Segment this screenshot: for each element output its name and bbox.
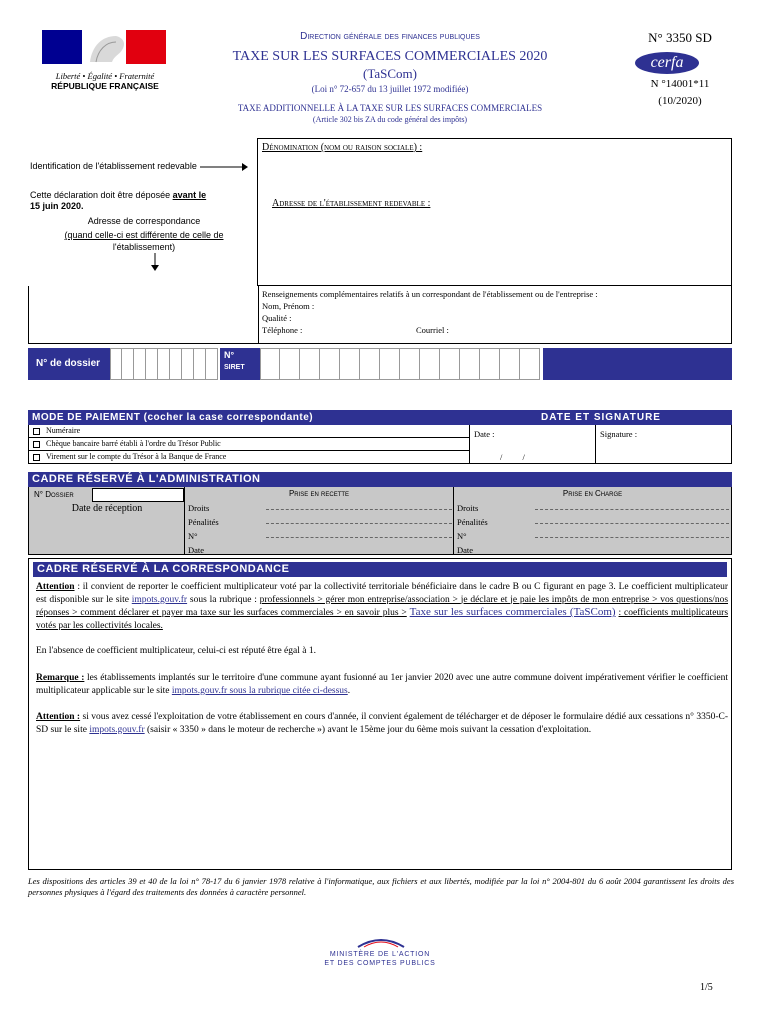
correspondence-paragraph-1: Attention : il convient de reporter le coefficient multiplicateur voté par la collectivité territoriale bénéficiaire dans le cadre B ou C figurant en page 3. Le coefficient multiplicateur est disponible sur le site impots.gouv.fr sous la rubrique : professionnels > gérer mon entreprise/association > je déclare et je paie les impôts de mon entreprise > vos questions/nos réponses > comment déclarer et payer ma taxe sur les surfaces commerciales > en savoir plus > Taxe sur les surfaces commerciales (TaSCom) : coefficients multiplicateurs votés par les collectivités locales. xyxy=(36,582,729,631)
cerfa-logo: cerfa xyxy=(635,52,699,74)
checkbox[interactable] xyxy=(33,454,40,461)
payment-options xyxy=(28,425,470,464)
marianne-icon xyxy=(40,28,170,66)
date-signature-box xyxy=(470,425,732,464)
correspondence-address-line3: l'établissement) xyxy=(112,242,176,252)
siret-label: N° SIRET xyxy=(220,348,260,380)
extra-info-divider xyxy=(258,286,259,344)
quality-label: Qualité : xyxy=(262,313,292,323)
dgfip-label: Direction générale des finances publiques xyxy=(300,31,480,42)
digit-cell[interactable] xyxy=(122,348,134,380)
arrow-right-icon xyxy=(200,162,248,172)
admin-row-label: N° xyxy=(188,531,198,541)
logo-country: RÉPUBLIQUE FRANÇAISE xyxy=(51,81,159,91)
extra-info-title: Renseignements complémentaires relatifs à un correspondant de l'établissement ou de l'entreprise : xyxy=(262,289,598,299)
admin-row-field[interactable] xyxy=(535,509,729,510)
digit-cell[interactable] xyxy=(360,348,380,380)
form-number: N° 3350 SD xyxy=(648,30,712,45)
ministry-marianne-icon xyxy=(356,935,406,949)
digit-cell[interactable] xyxy=(194,348,206,380)
admin-row-field[interactable] xyxy=(535,537,729,538)
article-reference: (Article 302 bis ZA du code général des impôts) xyxy=(312,115,468,124)
correspondence-address-line2: (quand celle-ci est différente de celle de xyxy=(64,230,224,240)
correspondence-title: CADRE RÉSERVÉ À LA CORRESPONDANCE xyxy=(33,562,727,577)
digit-cell[interactable] xyxy=(500,348,520,380)
admin-dossier-label: N° Dossier xyxy=(34,490,74,499)
checkbox[interactable] xyxy=(33,441,40,448)
admin-row xyxy=(188,513,452,527)
admin-row-label: Date xyxy=(188,545,205,555)
digit-cell[interactable] xyxy=(134,348,146,380)
cnil-notice: Les dispositions des articles 39 et 40 de la loi n° 78-17 du 6 janvier 1978 relative à l'informatique, aux fichiers et aux libertés, modifiée par la loi n° 2004-801 du 6 août 2004 garantissent les droits des personnes physiques à l'égard des traitements des données à caractère personnel. xyxy=(28,876,734,897)
admin-title: CADRE RÉSERVÉ À L'ADMINISTRATION xyxy=(28,472,732,487)
arrow-down-icon xyxy=(150,253,160,271)
admin-row-label: N° xyxy=(457,531,467,541)
republique-francaise-logo xyxy=(40,28,170,98)
admin-row xyxy=(188,499,452,513)
email-label: Courriel : xyxy=(416,325,449,335)
reception-date-label: Date de réception xyxy=(71,503,143,514)
digit-cell[interactable] xyxy=(480,348,500,380)
admin-row xyxy=(457,541,729,555)
tascom-link[interactable]: Taxe sur les surfaces commerciales (TaSCom) xyxy=(409,606,616,618)
digit-cell[interactable] xyxy=(340,348,360,380)
correspondence-paragraph-2: En l'absence de coefficient multiplicateur, celui-ci est réputé être égal à 1. xyxy=(36,646,316,656)
ministry-line1: MINISTÈRE DE L'ACTION xyxy=(329,951,431,958)
name-label: Nom, Prénom : xyxy=(262,301,315,311)
cerfa-number: N °14001*11 xyxy=(650,78,710,90)
admin-row xyxy=(457,527,729,541)
admin-row-label: Droits xyxy=(457,503,479,513)
siret-right-bar xyxy=(543,348,732,380)
digit-cell[interactable] xyxy=(300,348,320,380)
admin-row-field[interactable] xyxy=(535,523,729,524)
payment-title: MODE DE PAIEMENT (cocher la case correspondante) xyxy=(28,410,470,425)
address-label: Adresse de l'établissement redevable : xyxy=(272,198,431,209)
deadline-text: Cette déclaration doit être déposée avant le xyxy=(30,190,207,200)
digit-cell[interactable] xyxy=(260,348,280,380)
page-number: 1/5 xyxy=(700,982,713,993)
address-field[interactable] xyxy=(262,212,728,282)
correspondence-paragraph-3: Remarque : les établissements implantés sur le territoire d'une commune ayant fusionné au 1er janvier 2020 avec une autre commune doivent impérativement vérifier le coefficient multiplicateur applicable sur le site impots.gouv.fr sous la rubrique citée ci-dessus. xyxy=(36,673,728,696)
digit-cell[interactable] xyxy=(460,348,480,380)
dossier-label: N° de dossier xyxy=(28,348,110,380)
form-subtitle: TAXE ADDITIONNELLE À LA TAXE SUR LES SURFACES COMMERCIALES xyxy=(237,103,543,113)
admin-row-label: Pénalités xyxy=(188,517,219,527)
digit-cell[interactable] xyxy=(146,348,158,380)
identification-label: Identification de l'établissement redevable xyxy=(30,161,197,171)
correspondence-paragraph-4: Attention : si vous avez cessé l'exploitation de votre établissement en cours d'année, il convient également de télécharger et de déposer le formulaire dédié aux cessations n° 3350-C-SD sur le site impots.gouv.fr (saisir « 3350 » dans le moteur de recherche ») avant le 15ème jour du 6ème mois suivant la cessation d'exploitation. xyxy=(36,712,728,735)
date-field[interactable]: / / xyxy=(500,452,525,462)
admin-row-label: Droits xyxy=(188,503,210,513)
denomination-field[interactable] xyxy=(262,156,728,190)
logo-motto: Liberté • Égalité • Fraternité xyxy=(55,71,155,81)
admin-row xyxy=(188,541,452,555)
digit-cell[interactable] xyxy=(520,348,540,380)
digit-cell[interactable] xyxy=(280,348,300,380)
phone-label: Téléphone : xyxy=(262,325,303,335)
payment-option[interactable]: Chèque bancaire barré établi à l'ordre du Trésor Public xyxy=(29,438,469,451)
form-acronym: (TaSCom) xyxy=(363,66,417,81)
denomination-label: Dénomination (nom ou raison sociale) : xyxy=(262,142,423,153)
admin-row-label: Pénalités xyxy=(457,517,488,527)
admin-row-field[interactable] xyxy=(266,509,452,510)
digit-cell[interactable] xyxy=(400,348,420,380)
admin-row-field[interactable] xyxy=(266,523,452,524)
date-signature-title: DATE ET SIGNATURE xyxy=(470,410,732,425)
charge-rows xyxy=(457,499,729,555)
payment-option[interactable]: Numéraire xyxy=(29,425,469,438)
admin-row-field[interactable] xyxy=(266,537,452,538)
law-reference: (Loi n° 72-657 du 13 juillet 1972 modifiée) xyxy=(311,84,469,94)
correspondence-address-line1: Adresse de correspondance xyxy=(87,216,201,226)
recette-title: Prise en recette xyxy=(288,489,350,498)
date-label: Date : xyxy=(474,429,495,439)
admin-row xyxy=(457,513,729,527)
charge-title: Prise en Charge xyxy=(562,489,623,498)
impots-rubrique-link[interactable]: impots.gouv.fr sous la rubrique citée ci-dessus xyxy=(171,685,348,696)
impots-cessation-link[interactable]: impots.gouv.fr xyxy=(89,724,145,735)
digit-cell[interactable] xyxy=(206,348,218,380)
siret-number-cells[interactable] xyxy=(260,348,540,380)
recette-rows xyxy=(188,499,452,555)
digit-cell[interactable] xyxy=(420,348,440,380)
impots-link[interactable]: impots.gouv.fr xyxy=(131,594,188,605)
digit-cell[interactable] xyxy=(170,348,182,380)
digit-cell[interactable] xyxy=(440,348,460,380)
cerfa-date: (10/2020) xyxy=(658,95,702,107)
digit-cell[interactable] xyxy=(380,348,400,380)
digit-cell[interactable] xyxy=(110,348,122,380)
dossier-number-cells[interactable] xyxy=(110,348,218,380)
signature-label: Signature : xyxy=(600,429,638,439)
digit-cell[interactable] xyxy=(158,348,170,380)
digit-cell[interactable] xyxy=(320,348,340,380)
checkbox[interactable] xyxy=(33,428,40,435)
ministry-line2: ET DES COMPTES PUBLICS xyxy=(324,960,436,967)
payment-option[interactable]: Virement sur le compte du Trésor à la Banque de France xyxy=(29,451,469,463)
admin-row-label: Date xyxy=(457,545,474,555)
admin-row xyxy=(188,527,452,541)
digit-cell[interactable] xyxy=(182,348,194,380)
admin-dossier-field[interactable] xyxy=(92,488,184,502)
admin-row xyxy=(457,499,729,513)
deadline-date: 15 juin 2020. xyxy=(30,201,84,211)
form-title: TAXE SUR LES SURFACES COMMERCIALES 2020 xyxy=(232,49,548,64)
